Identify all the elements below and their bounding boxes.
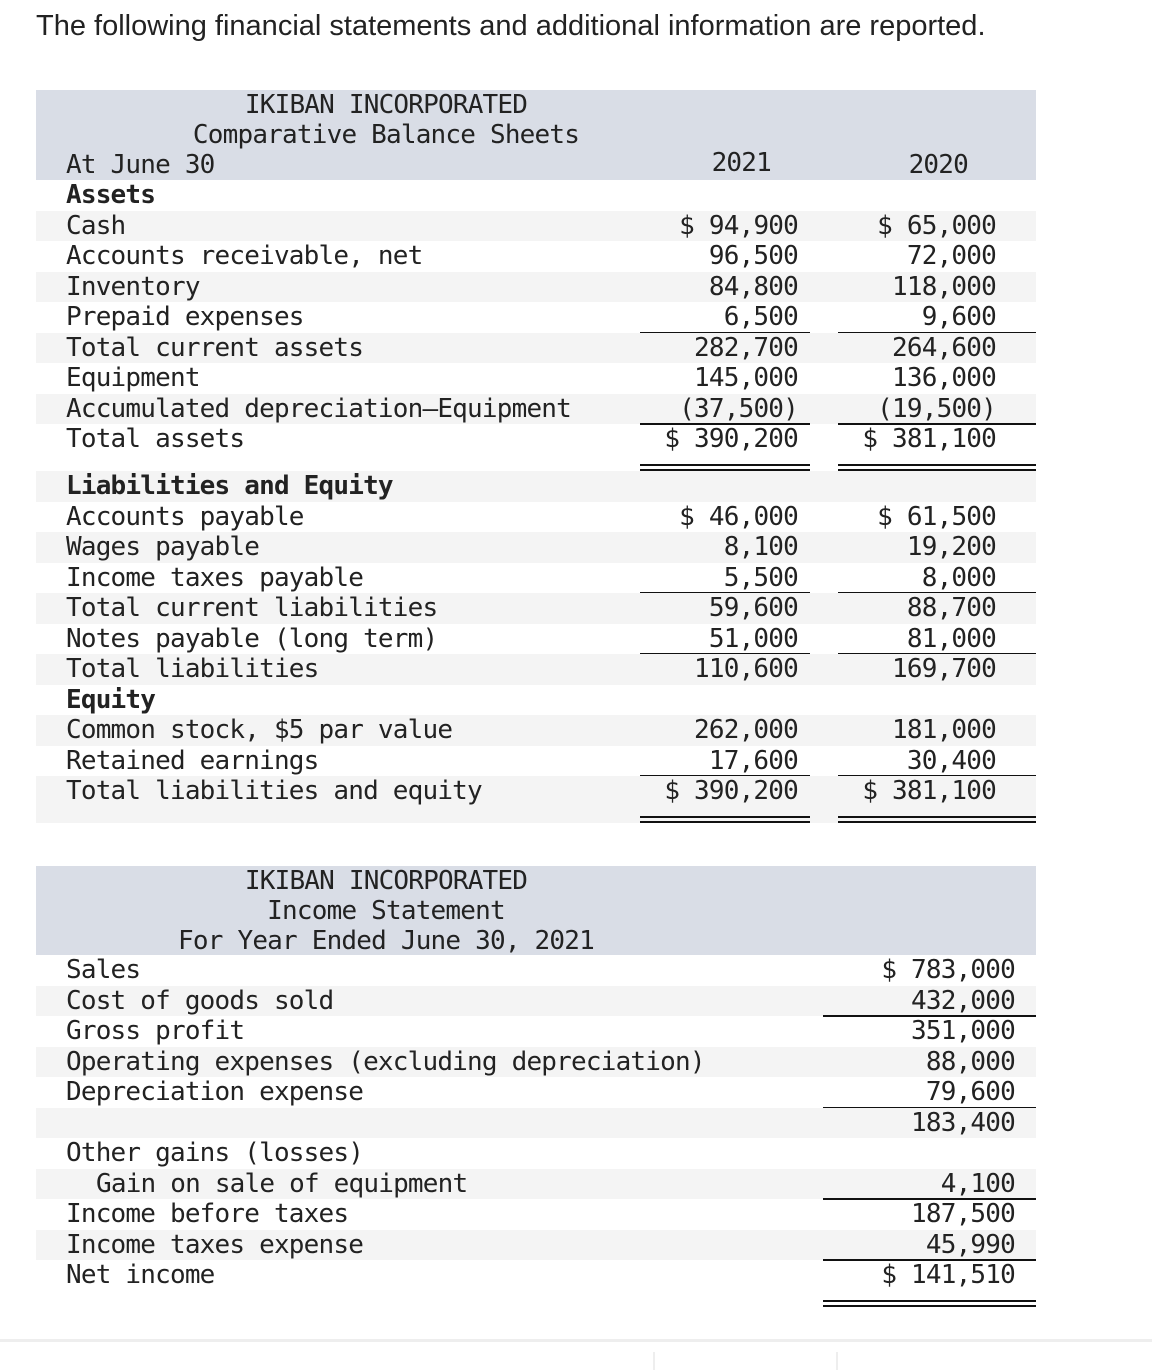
table-row xyxy=(36,471,1036,502)
row-label: Sales xyxy=(66,955,141,985)
income-statement-rows xyxy=(36,955,1036,1307)
statement-title: Comparative Balance Sheets xyxy=(192,120,580,150)
row-value-v1: 79,600 xyxy=(925,1077,1015,1107)
row-label: Accounts payable xyxy=(66,501,304,532)
company-name: IKIBAN INCORPORATED xyxy=(244,866,528,896)
double-underline xyxy=(640,464,810,471)
row-value-v1: $ 94,900 xyxy=(679,210,798,241)
balance-sheet xyxy=(36,90,1036,823)
row-label: Net income xyxy=(66,1260,215,1290)
row-value-v2: 136,000 xyxy=(892,363,996,393)
row-value-v2: 181,000 xyxy=(892,715,996,745)
statement-period: For Year Ended June 30, 2021 xyxy=(178,926,594,956)
row-value-v1: 88,000 xyxy=(925,1046,1015,1077)
table-row xyxy=(36,363,1036,394)
row-value-v1: 96,500 xyxy=(708,241,798,271)
row-value-v2: 169,700 xyxy=(892,654,996,684)
row-value-v1: $ 141,510 xyxy=(881,1260,1015,1290)
row-label: Common stock, $5 par value xyxy=(66,715,453,745)
row-value-v1: 5,500 xyxy=(723,562,798,593)
table-row xyxy=(36,746,1036,777)
table-row xyxy=(36,241,1036,272)
row-label: Total current liabilities xyxy=(66,593,438,623)
table-row xyxy=(36,1230,1036,1261)
table-row xyxy=(36,986,1036,1017)
row-value-v1: 282,700 xyxy=(694,332,798,363)
row-label: Income before taxes xyxy=(66,1199,349,1229)
row-label: Prepaid expenses xyxy=(66,302,304,332)
double-underline xyxy=(823,1300,1036,1307)
table-row xyxy=(36,955,1036,986)
table-row xyxy=(36,624,1036,655)
row-value-v1: 45,990 xyxy=(925,1229,1015,1260)
column-2020: 2020 xyxy=(908,150,968,180)
table-row xyxy=(36,715,1036,746)
income-statement xyxy=(36,866,1036,1307)
table-row xyxy=(36,1077,1036,1108)
date-label: At June 30 xyxy=(66,150,215,180)
footer-divider xyxy=(0,1339,1152,1342)
row-value-v1: 59,600 xyxy=(708,593,798,623)
table-row xyxy=(36,502,1036,533)
row-value-v1: 262,000 xyxy=(694,715,798,745)
row-value-v1: $ 390,200 xyxy=(664,776,798,806)
row-value-v1: 51,000 xyxy=(708,623,798,654)
row-label: Total liabilities and equity xyxy=(66,776,482,806)
table-row xyxy=(36,272,1036,303)
row-label: Other gains (losses) xyxy=(66,1138,364,1168)
table-row xyxy=(36,1260,1036,1307)
row-value-v2: (19,500) xyxy=(877,393,996,424)
row-label: Income taxes payable xyxy=(66,562,364,593)
row-value-v1: 4,100 xyxy=(940,1168,1015,1199)
row-value-v2: $ 61,500 xyxy=(877,501,996,532)
row-value-v2: 118,000 xyxy=(892,271,996,302)
table-row xyxy=(36,333,1036,364)
row-value-v2: $ 381,100 xyxy=(862,776,996,806)
table-row xyxy=(36,424,1036,471)
row-label: Income taxes expense xyxy=(66,1229,364,1260)
row-value-v1: 84,800 xyxy=(708,271,798,302)
row-label: Depreciation expense xyxy=(66,1077,364,1107)
row-label: Notes payable (long term) xyxy=(66,623,438,654)
row-label: Wages payable xyxy=(66,532,260,562)
row-value-v1: $ 46,000 xyxy=(679,501,798,532)
row-value-v2: 264,600 xyxy=(892,332,996,363)
table-row xyxy=(36,685,1036,716)
column-2021: 2021 xyxy=(711,148,771,178)
table-row xyxy=(36,1047,1036,1078)
row-value-v2: 30,400 xyxy=(906,745,996,776)
row-value-v1: 110,600 xyxy=(694,654,798,684)
row-value-v2: 81,000 xyxy=(906,623,996,654)
balance-sheet-rows xyxy=(36,180,1036,823)
row-value-v2: 19,200 xyxy=(906,532,996,562)
row-label: Total current assets xyxy=(66,332,364,363)
table-row xyxy=(36,593,1036,624)
row-label: Liabilities and Equity xyxy=(66,471,393,501)
table-row xyxy=(36,302,1036,333)
table-row xyxy=(36,1169,1036,1200)
row-value-v1: $ 783,000 xyxy=(881,955,1015,985)
row-label: Accounts receivable, net xyxy=(66,241,423,271)
row-label: Gain on sale of equipment xyxy=(96,1168,468,1199)
row-value-v1: 432,000 xyxy=(911,985,1015,1016)
row-value-v2: $ 65,000 xyxy=(877,210,996,241)
row-value-v1: 187,500 xyxy=(911,1199,1015,1229)
double-underline xyxy=(838,464,1036,471)
table-row xyxy=(36,1016,1036,1047)
company-name: IKIBAN INCORPORATED xyxy=(244,90,528,120)
divider xyxy=(836,1352,838,1370)
row-value-v2: 9,600 xyxy=(921,302,996,332)
income-statement-header xyxy=(36,866,1036,955)
table-row xyxy=(36,180,1036,211)
row-value-v1: 183,400 xyxy=(911,1107,1015,1138)
row-value-v1: 351,000 xyxy=(911,1016,1015,1046)
row-label: Total liabilities xyxy=(66,654,319,684)
double-underline xyxy=(640,816,810,823)
row-value-v1: (37,500) xyxy=(679,393,798,424)
table-row xyxy=(36,394,1036,425)
table-row xyxy=(36,211,1036,242)
row-label: Inventory xyxy=(66,271,200,302)
row-label: Cost of goods sold xyxy=(66,985,334,1016)
table-row xyxy=(36,1199,1036,1230)
table-row xyxy=(36,563,1036,594)
row-value-v1: 145,000 xyxy=(694,363,798,393)
row-value-v1: 8,100 xyxy=(723,532,798,562)
row-label: Retained earnings xyxy=(66,745,319,776)
double-underline xyxy=(838,816,1036,823)
row-label: Cash xyxy=(66,210,126,241)
row-value-v2: 72,000 xyxy=(906,241,996,271)
divider xyxy=(653,1352,655,1370)
intro-text: The following financial statements and additional information are reported. xyxy=(36,10,986,42)
row-label: Total assets xyxy=(66,424,245,454)
row-label: Equipment xyxy=(66,363,200,393)
row-label: Accumulated depreciation—Equipment xyxy=(66,393,572,424)
row-label: Equity xyxy=(66,684,156,715)
table-row xyxy=(36,1108,1036,1139)
row-label: Gross profit xyxy=(66,1016,245,1046)
table-row xyxy=(36,532,1036,563)
row-value-v1: 6,500 xyxy=(723,302,798,332)
row-value-v2: 88,700 xyxy=(906,593,996,623)
table-row xyxy=(36,654,1036,685)
table-row xyxy=(36,1138,1036,1169)
row-value-v2: $ 381,100 xyxy=(862,424,996,454)
table-row xyxy=(36,776,1036,823)
statement-title: Income Statement xyxy=(267,896,505,926)
balance-sheet-header xyxy=(36,90,1036,180)
row-label: Assets xyxy=(66,180,156,210)
row-value-v1: $ 390,200 xyxy=(664,424,798,454)
row-label: Operating expenses (excluding depreciation) xyxy=(66,1046,705,1077)
row-value-v1: 17,600 xyxy=(708,745,798,776)
row-value-v2: 8,000 xyxy=(921,562,996,593)
